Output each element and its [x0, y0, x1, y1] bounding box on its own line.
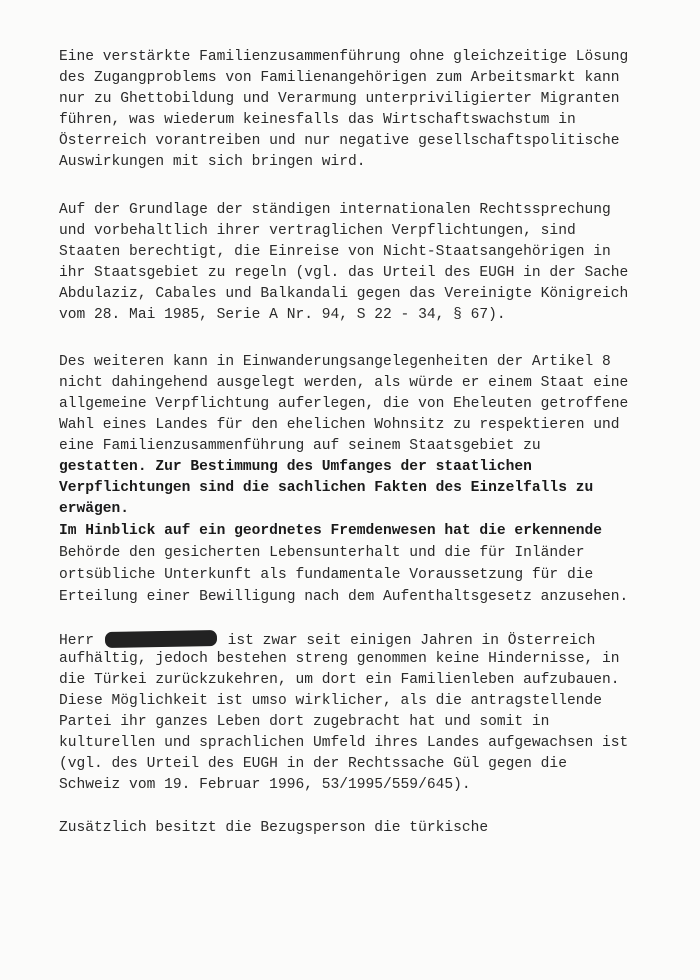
text-line: Im Hinblick auf ein geordnetes Fremdenwesen hat die erkennende — [59, 523, 602, 539]
text-line: Staaten berechtigt, die Einreise von Nicht-Staatsangehörigen in — [59, 244, 611, 260]
text-line: kulturellen und sprachlichen Umfeld ihres Landes aufgewachsen ist — [59, 735, 629, 751]
text-line: Schweiz vom 19. Februar 1996, 53/1995/559/645). — [59, 777, 471, 793]
text-line: des Zugangproblems von Familienangehörigen zum Arbeitsmarkt kann — [59, 70, 620, 86]
text-line: die Türkei zurückzukehren, um dort ein Familienleben aufzubauen. — [59, 672, 620, 688]
text-line: Eine verstärkte Familienzusammenführung ohne gleichzeitige Lösung — [59, 49, 629, 65]
text-line: allgemeine Verpflichtung auferlegen, die von Eheleuten getroffene — [59, 396, 629, 412]
text-line: eine Familienzusammenführung auf seinem Staatsgebiet zu — [59, 438, 541, 454]
text-line: Auswirkungen mit sich bringen wird. — [59, 154, 366, 170]
text-line: Erteilung einer Bewilligung nach dem Aufenthaltsgesetz anzusehen. — [59, 589, 629, 605]
text-line: Zusätzlich besitzt die Bezugsperson die türkische — [59, 820, 489, 836]
text-line: führen, was wiederum keinesfalls das Wirtschaftswachstum in — [59, 112, 576, 128]
text-line: ihr Staatsgebiet zu regeln (vgl. das Urteil des EUGH in der Sache — [59, 265, 629, 281]
text-line: nur zu Ghettobildung und Verarmung unterpriviligierter Migranten — [59, 91, 620, 107]
text-line: Verpflichtungen sind die sachlichen Fakten des Einzelfalls zu — [59, 480, 594, 496]
text-line: Des weiteren kann in Einwanderungsangelegenheiten der Artikel 8 — [59, 354, 611, 370]
text-line: gestatten. Zur Bestimmung des Umfanges der staatlichen — [59, 459, 532, 475]
text-line: aufhältig, jedoch bestehen streng genommen keine Hindernisse, in — [59, 651, 620, 667]
text-line: nicht dahingehend ausgelegt werden, als würde er einem Staat eine — [59, 375, 629, 391]
text-line: Wahl eines Landes für den ehelichen Wohnsitz zu respektieren und — [59, 417, 620, 433]
redaction-mark — [105, 630, 217, 648]
text-line: Auf der Grundlage der ständigen internationalen Rechtssprechung — [59, 202, 611, 218]
text-line: Partei ihr ganzes Leben dort zugebracht hat und somit in — [59, 714, 550, 730]
text-line: erwägen. — [59, 501, 130, 517]
text-fragment: Herr — [59, 633, 95, 649]
text-line: ortsübliche Unterkunft als fundamentale Voraussetzung für die — [59, 567, 594, 583]
text-line: vom 28. Mai 1985, Serie A Nr. 94, S 22 - 34, § 67). — [59, 307, 506, 323]
text-fragment: ist zwar seit einigen Jahren in Österreich — [227, 633, 596, 649]
text-line: Abdulaziz, Cabales und Balkandali gegen das Vereinigte Königreich — [59, 286, 629, 302]
text-line: und vorbehaltlich ihrer vertraglichen Verpflichtungen, sind — [59, 223, 576, 239]
text-line: Diese Möglichkeit ist umso wirklicher, als die antragstellende — [59, 693, 602, 709]
text-line: Behörde den gesicherten Lebensunterhalt und die für Inländer — [59, 545, 585, 561]
text-line: (vgl. des Urteil des EUGH in der Rechtssache Gül gegen die — [59, 756, 567, 772]
text-line: Österreich vorantreiben und nur negative gesellschaftspolitische — [59, 133, 620, 149]
